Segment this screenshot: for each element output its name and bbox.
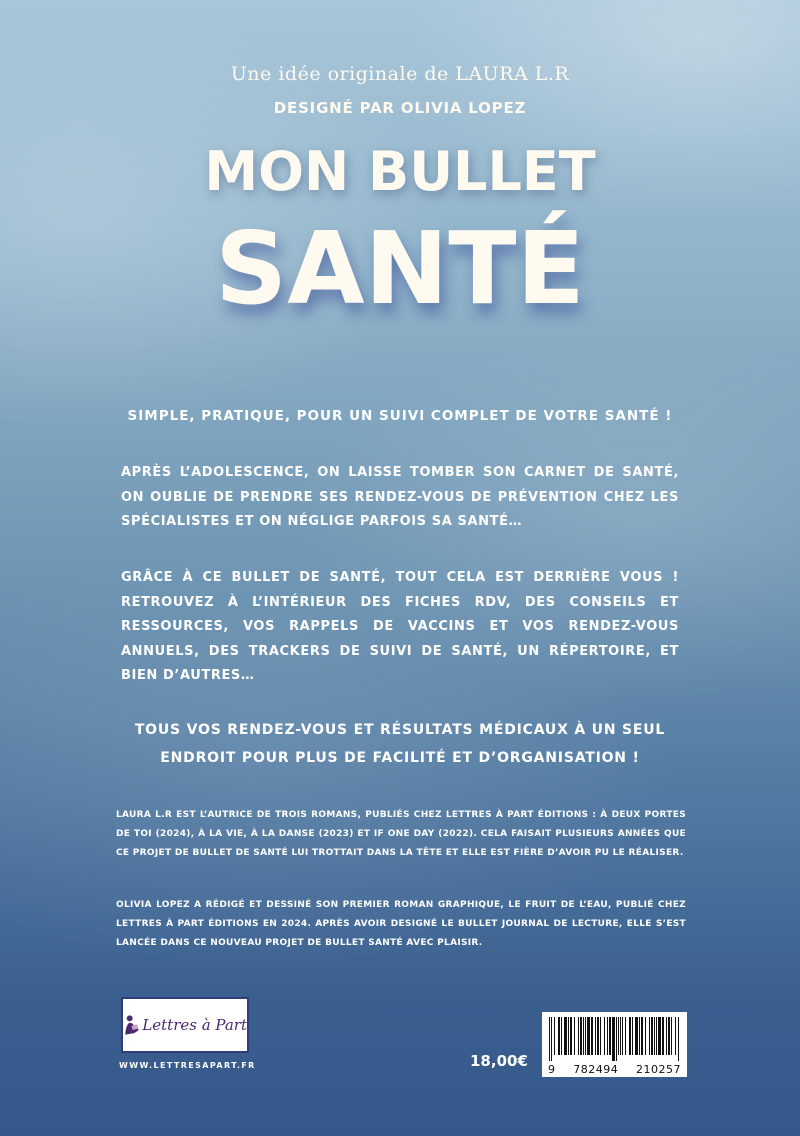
barcode-bar xyxy=(604,1017,605,1055)
barcode-bar xyxy=(625,1017,626,1055)
barcode-bar xyxy=(609,1017,611,1055)
barcode-bar xyxy=(645,1017,646,1055)
barcode-bar xyxy=(564,1017,567,1055)
barcode-bar xyxy=(580,1017,582,1055)
barcode-bar xyxy=(578,1017,579,1055)
isbn-digits xyxy=(542,1063,687,1076)
description-paragraph-2: GRÂCE À CE BULLET DE SANTÉ, TOUT CELA EST DERRIÈRE VOUS ! RETROUVEZ À L’INTÉRIEUR DES FICHES RDV, DES CONSEILS ET RESSOURCES, VOS RAPPELS DE VACCINS ET VOS RENDEZ-VOUS ANNUELS, DES TRACKERS DE SUIVI DE SANTÉ, UN RÉPERTOIRE, ET BIEN D’AUTRES… xyxy=(121,570,679,683)
barcode-bar xyxy=(632,1017,633,1055)
title-line-2: SANTÉ xyxy=(215,210,585,327)
barcode-bar xyxy=(666,1017,667,1055)
barcode-bar xyxy=(568,1017,569,1055)
barcode-bar xyxy=(678,1017,679,1061)
publisher-logo xyxy=(121,997,249,1053)
highlight-line-1: TOUS VOS RENDEZ-VOUS ET RÉSULTATS MÉDICAUX À UN SEUL xyxy=(134,722,666,738)
barcode-bar xyxy=(570,1017,572,1055)
barcode-bar xyxy=(656,1017,657,1055)
barcode-bar xyxy=(662,1017,664,1055)
barcode-bar xyxy=(622,1017,623,1055)
highlight-line-2: ENDROIT POUR PLUS DE FACILITÉ ET D’ORGANISATION ! xyxy=(160,750,640,766)
barcode-bar xyxy=(583,1017,584,1055)
barcode-bar xyxy=(616,1017,617,1061)
barcode-bar xyxy=(629,1017,631,1055)
barcode-bar xyxy=(668,1017,670,1055)
highlight-statement xyxy=(0,716,800,772)
barcode-bar xyxy=(675,1017,676,1055)
isbn-digit-group: 782494 xyxy=(573,1063,619,1076)
barcode-bar xyxy=(658,1017,661,1055)
barcode-bar xyxy=(671,1017,672,1055)
barcode-bar xyxy=(561,1017,562,1055)
publisher-website: WWW.LETTRESAPART.FR xyxy=(119,1061,256,1070)
illustrator-bio: OLIVIA LOPEZ A RÉDIGÉ ET DESSINÉ SON PREMIER ROMAN GRAPHIQUE, LE FRUIT DE L’EAU, PUBLIÉ CHEZ LETTRES À PART ÉDITIONS EN 2024. APRÈS AVOIR DESIGNÉ LE BULLET JOURNAL DE LECTURE, ELLE S’EST LANCÉE DANS CE NOUVEAU PROJET DE BULLET SANTÉ AVEC PLAISIR. xyxy=(116,900,686,948)
barcode-bar xyxy=(554,1017,555,1055)
author-credit: Une idée originale de LAURA L.R xyxy=(230,63,570,85)
barcode-bar xyxy=(618,1017,619,1055)
barcode-bars xyxy=(547,1017,682,1061)
barcode-bar xyxy=(651,1017,653,1055)
barcode-bar xyxy=(587,1017,590,1055)
publisher-logo-text: Lettres à Part xyxy=(142,1016,247,1034)
barcode-bar xyxy=(654,1017,655,1055)
isbn-digit-group: 9 xyxy=(548,1063,556,1076)
barcode-bar xyxy=(574,1017,575,1055)
isbn-digit-group: 210257 xyxy=(636,1063,681,1076)
tagline: SIMPLE, PRATIQUE, POUR UN SUIVI COMPLET DE VOTRE SANTÉ ! xyxy=(127,408,673,424)
barcode-bar xyxy=(549,1017,550,1061)
designer-credit: DESIGNÉ PAR OLIVIA LOPEZ xyxy=(273,99,527,117)
barcode-bar xyxy=(620,1017,621,1055)
barcode-bar xyxy=(641,1017,643,1055)
reading-figure-icon xyxy=(123,1010,139,1040)
barcode-bar xyxy=(639,1017,640,1055)
isbn-barcode xyxy=(542,1012,687,1077)
title-line-1: MON BULLET xyxy=(204,140,596,203)
barcode-bar xyxy=(595,1017,596,1055)
barcode-bar xyxy=(591,1017,593,1055)
barcode-bar xyxy=(585,1017,586,1055)
price: 18,00€ xyxy=(470,1052,528,1070)
barcode-bar xyxy=(551,1017,552,1061)
barcode-bar xyxy=(649,1017,650,1055)
barcode-bar xyxy=(635,1017,638,1055)
barcode-bar xyxy=(558,1017,560,1055)
description-paragraph-1: APRÈS L’ADOLESCENCE, ON LAISSE TOMBER SON CARNET DE SANTÉ, ON OUBLIE DE PRENDRE SES RENDEZ-VOUS DE PRÉVENTION CHEZ LES SPÉCIALISTES ET ON NÉGLIGE PARFOIS SA SANTÉ… xyxy=(121,465,679,529)
barcode-bar xyxy=(612,1017,615,1061)
author-bio: LAURA L.R EST L’AUTRICE DE TROIS ROMANS, PUBLIÉS CHEZ LETTRES À PART ÉDITIONS : À DEUX PORTES DE TOI (2024), À LA VIE, À LA DANSE (2023) ET IF ONE DAY (2022). CELA FAISAIT PLUSIEURS ANNÉES QUE CE PROJET DE BULLET DE SANTÉ LUI TROTTAIT DANS LA TÊTE ET ELLE EST FIÈRE D’AVOIR PU LE RÉALISER. xyxy=(116,810,686,858)
barcode-bar xyxy=(600,1017,601,1055)
barcode-bar xyxy=(597,1017,599,1055)
barcode-bar xyxy=(607,1017,608,1055)
